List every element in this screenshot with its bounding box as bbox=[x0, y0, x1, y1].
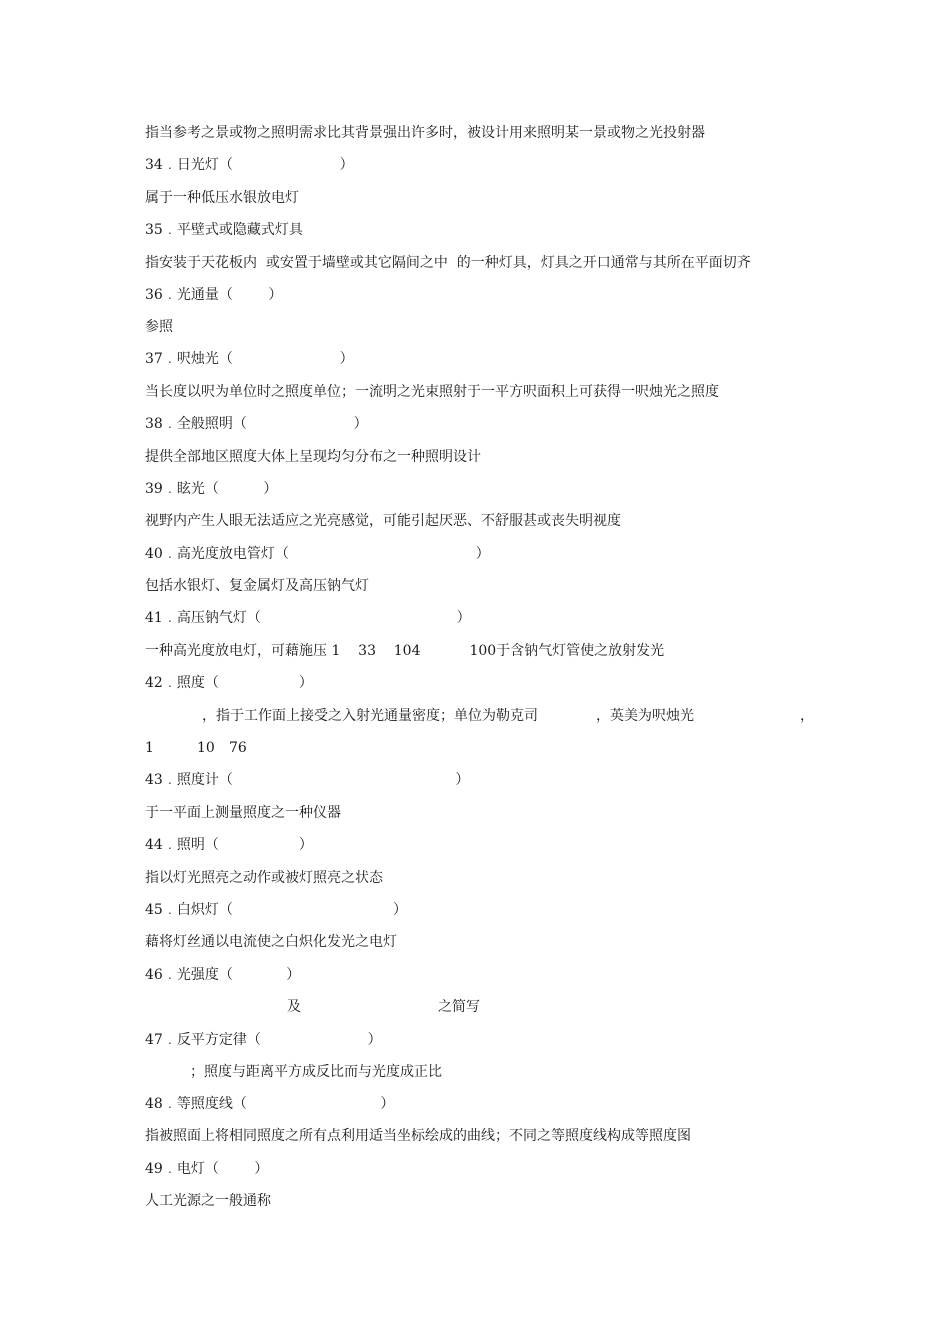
term-47-inverse-square-law: 47﹒反平方定律（ ） bbox=[145, 1032, 382, 1048]
definition-37: 当长度以呎为单位时之照度单位；一流明之光束照射于一平方呎面积上可获得一呎烛光之照度 bbox=[145, 384, 719, 400]
term-49-electric-lamp: 49﹒电灯（ ） bbox=[145, 1161, 269, 1177]
definition-42-us-unit: ，英美为呎烛光 bbox=[596, 708, 694, 724]
definition-42-main: ，指于工作面上接受之入射光通量密度；单位为勒克司 bbox=[202, 708, 538, 724]
definition-35: 指安装于天花板内 或安置于墙壁或其它隔间之中 的一种灯具，灯具之开口通常与其所在平面切齐 bbox=[145, 255, 751, 271]
term-37-foot-candle: 37﹒呎烛光（ ） bbox=[145, 351, 354, 367]
definition-48: 指被照面上将相同照度之所有点利用适当坐标绘成的曲线；不同之等照度线构成等照度图 bbox=[145, 1128, 691, 1144]
term-35-recessed-luminaire: 35﹒平壁式或隐藏式灯具 bbox=[145, 222, 303, 238]
term-36-luminous-flux: 36﹒光通量（ ） bbox=[145, 287, 283, 303]
term-45-incandescent-lamp: 45﹒白炽灯（ ） bbox=[145, 902, 408, 918]
definition-40: 包括水银灯、复金属灯及高压钠气灯 bbox=[145, 578, 369, 594]
definition-42-comma: ， bbox=[800, 708, 814, 724]
term-39-glare: 39﹒眩光（ ） bbox=[145, 481, 278, 497]
definition-34: 属于一种低压水银放电灯 bbox=[145, 190, 299, 206]
term-44-lighting: 44﹒照明（ ） bbox=[145, 837, 313, 853]
term-40-hid-lamp: 40﹒高光度放电管灯（ ） bbox=[145, 546, 490, 562]
definition-39: 视野内产生人眼无法适应之光亮感觉，可能引起厌恶、不舒服甚或丧失明视度 bbox=[145, 513, 621, 529]
term-38-general-lighting: 38﹒全般照明（ ） bbox=[145, 416, 368, 432]
definition-41: 一种高光度放电灯，可藉施压 1 33 104 100于含钠气灯管使之放射发光 bbox=[145, 643, 665, 659]
term-43-illuminance-meter: 43﹒照度计（ ） bbox=[145, 772, 470, 788]
definition-45: 藉将灯丝通以电流使之白炽化发光之电灯 bbox=[145, 934, 397, 950]
definition-44: 指以灯光照亮之动作或被灯照亮之状态 bbox=[145, 870, 383, 886]
spotlight-definition: 指当参考之景或物之照明需求比其背景强出许多时，被设计用来照明某一景或物之光投射器 bbox=[145, 125, 705, 141]
definition-46-abbreviation: 之简写 bbox=[438, 999, 480, 1015]
definition-36: 参照 bbox=[145, 319, 173, 335]
term-46-luminous-intensity: 46﹒光强度（ ） bbox=[145, 967, 301, 983]
definition-42-conversion-1: 1 bbox=[145, 740, 154, 756]
definition-46-and: 及 bbox=[287, 999, 301, 1015]
definition-43: 于一平面上测量照度之一种仪器 bbox=[145, 805, 341, 821]
definition-49: 人工光源之一般通称 bbox=[145, 1193, 271, 1209]
term-48-isolux-line: 48﹒等照度线（ ） bbox=[145, 1096, 395, 1112]
definition-38: 提供全部地区照度大体上呈现均匀分布之一种照明设计 bbox=[145, 449, 481, 465]
definition-47: ；照度与距离平方成反比而与光度成正比 bbox=[190, 1064, 442, 1080]
term-42-illuminance: 42﹒照度（ ） bbox=[145, 675, 313, 691]
term-41-high-pressure-sodium-lamp: 41﹒高压钠气灯（ ） bbox=[145, 610, 471, 626]
definition-42-conversion-2: 10 bbox=[197, 740, 215, 756]
definition-42-conversion-3: 76 bbox=[229, 740, 247, 756]
term-34-fluorescent-lamp: 34﹒日光灯（ ） bbox=[145, 157, 354, 173]
